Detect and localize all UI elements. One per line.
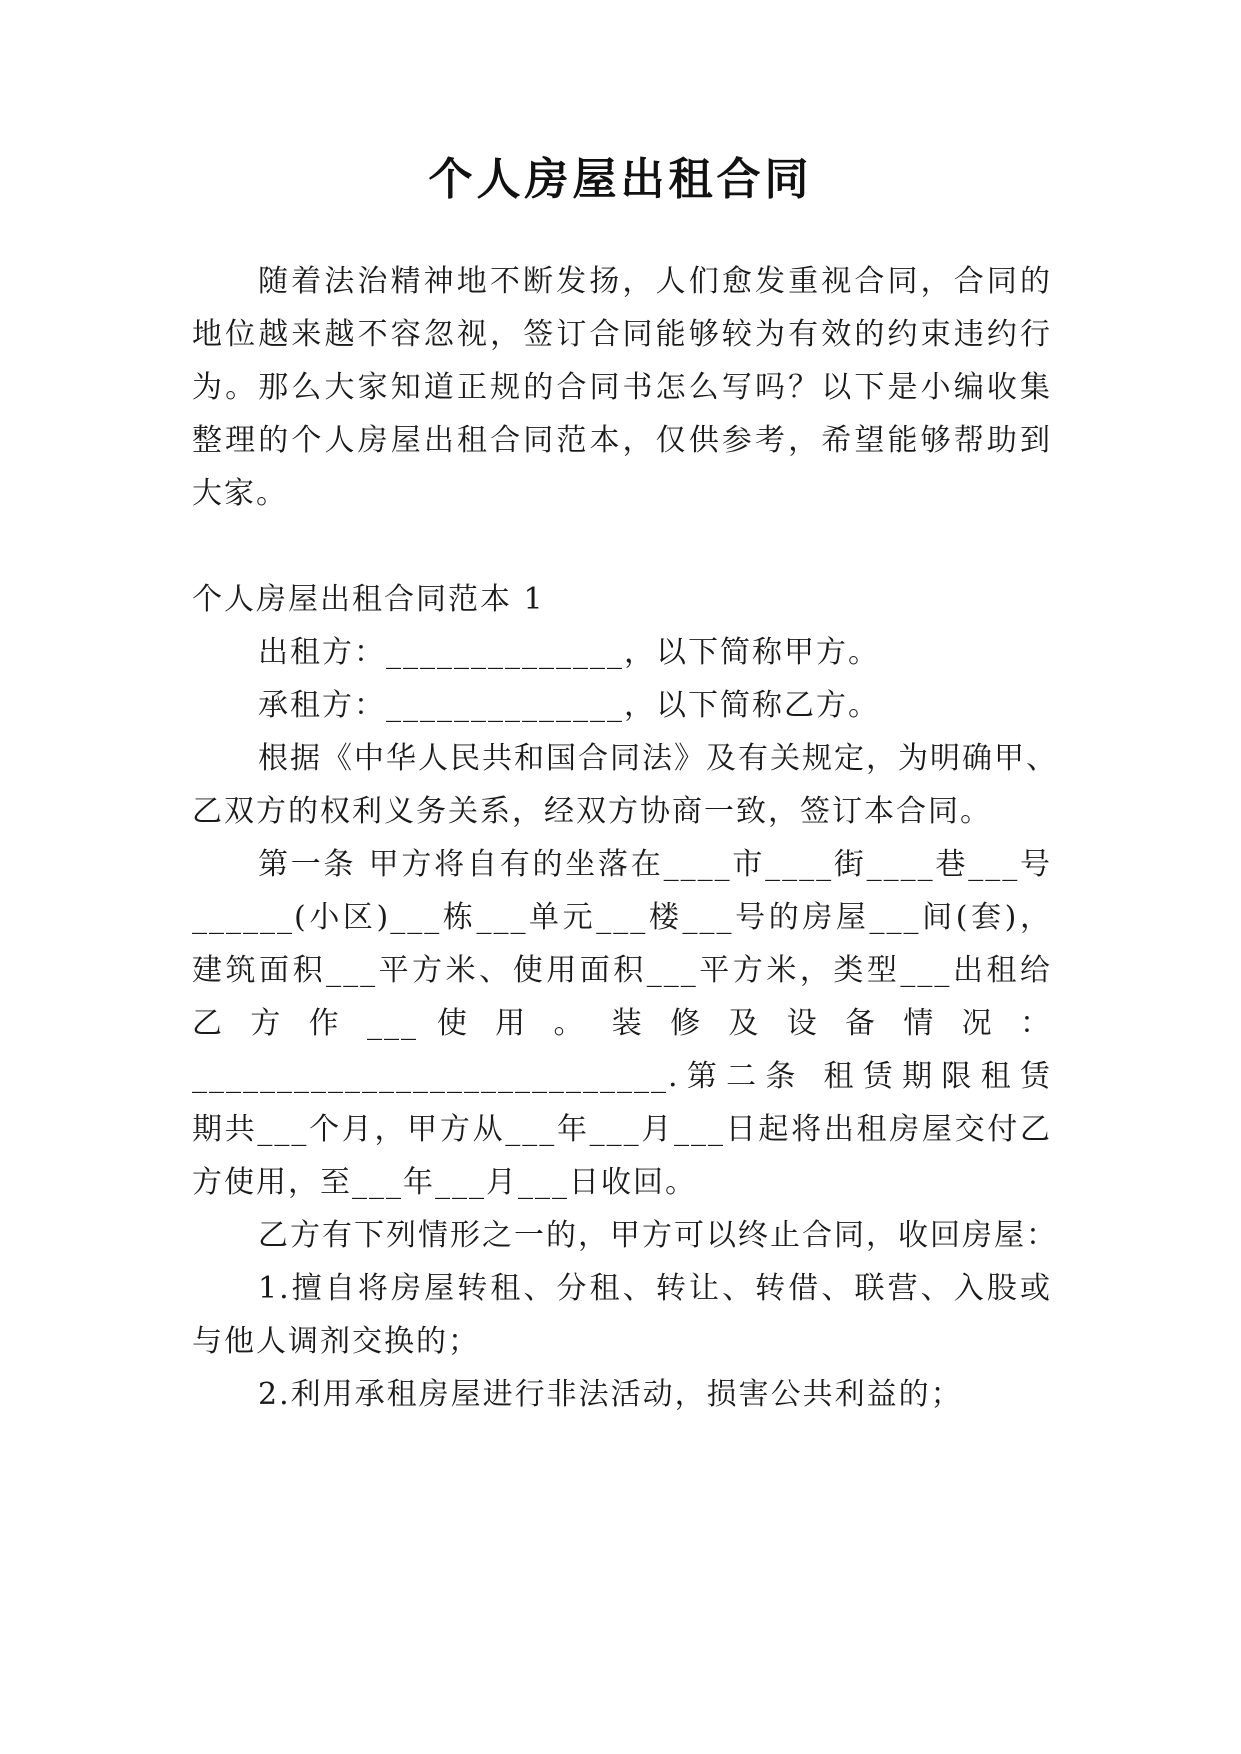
intro-line-1: 随着法治精神地不断发扬，人们愈发重视合同，合同的 <box>258 264 1052 299</box>
intro-line-5: 大家。 <box>192 476 288 511</box>
article-1-line-1: 第一条 甲方将自有的坐落在____市____街____巷___号 <box>258 847 1052 882</box>
article-2-line-1: ____________________________.第二条 租赁期限租赁 <box>192 1059 1052 1094</box>
lessee-line: 承租方：______________，以下简称乙方。 <box>258 688 880 723</box>
basis-line-2: 乙双方的权利义务关系，经双方协商一致，签订本合同。 <box>192 794 992 829</box>
article-2-line-3: 方使用，至___年___月___日收回。 <box>192 1165 697 1200</box>
termination-intro: 乙方有下列情形之一的，甲方可以终止合同，收回房屋： <box>258 1218 1058 1253</box>
lessor-line: 出租方：______________，以下简称甲方。 <box>258 635 880 670</box>
basis-line-1: 根据《中华人民共和国合同法》及有关规定，为明确甲、 <box>258 741 1058 776</box>
article-1-line-2: ______(小区)___栋___单元___楼___号的房屋___间(套)， <box>192 900 1052 935</box>
article-1-line-3: 建筑面积___平方米、使用面积___平方米，类型___出租给 <box>192 953 1052 988</box>
document-title: 个人房屋出租合同 <box>428 154 813 205</box>
termination-item-2: 2.利用承租房屋进行非法活动，损害公共利益的； <box>258 1377 963 1412</box>
intro-line-2: 地位越来越不容忽视，签订合同能够较为有效的约束违约行 <box>192 317 1052 352</box>
intro-line-4: 整理的个人房屋出租合同范本，仅供参考，希望能够帮助到 <box>192 423 1052 458</box>
section-heading: 个人房屋出租合同范本 1 <box>192 582 545 617</box>
termination-item-1-line-1: 1.擅自将房屋转租、分租、转让、转借、联营、入股或 <box>258 1271 1052 1306</box>
termination-item-1-line-2: 与他人调剂交换的； <box>192 1324 480 1359</box>
intro-line-3: 为。那么大家知道正规的合同书怎么写吗？以下是小编收集 <box>192 370 1052 405</box>
article-2-line-2: 期共___个月，甲方从___年___月___日起将出租房屋交付乙 <box>192 1112 1052 1147</box>
article-1-line-4: 乙 方 作 ___ 使 用 。 装 修 及 设 备 情 况 ： <box>192 1006 1052 1041</box>
